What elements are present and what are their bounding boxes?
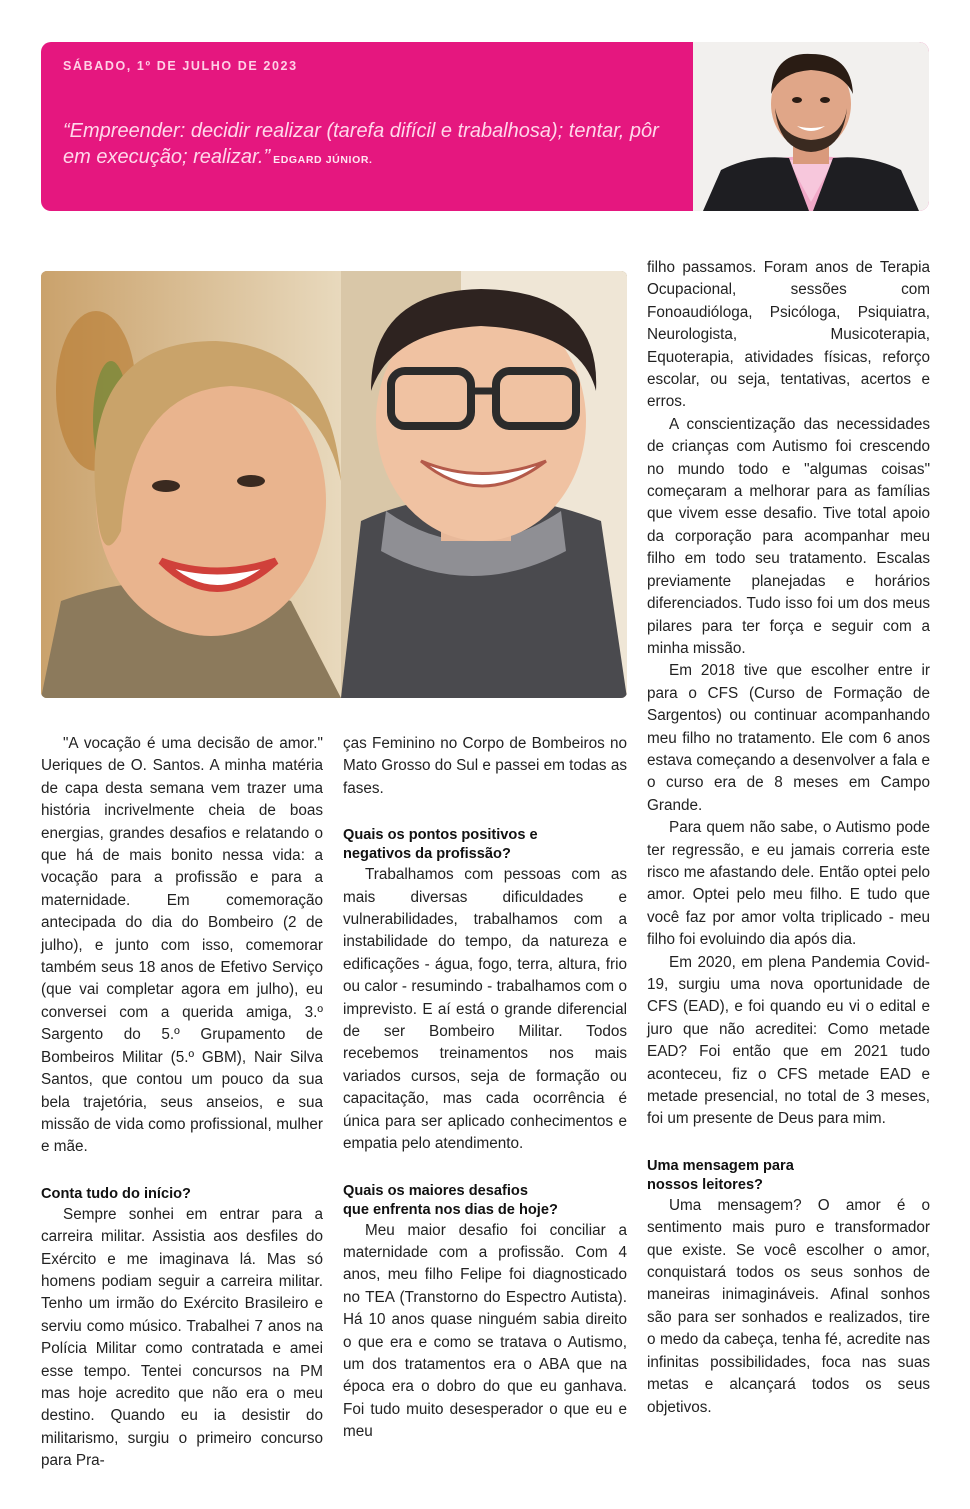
answer-paragraph-1: Sempre sonhei em entrar para a carreira militar. Assistia aos desfiles do Exército e me imaginava lá. Mas só homens podiam seguir a carreira militar. Tenho um irmão do Exército Brasileiro e serviu como músico. Trabalhei 7 anos na Polícia Militar como contratada e amei esse tempo. Tentei concursos na PM mas hoje acredito que não era o meu destino. Quando eu ia desistir do militarismo, surgiu o primeiro concurso para Pra-	[41, 1205, 323, 1470]
question-heading-4-line-1: Uma mensagem para	[647, 1157, 794, 1174]
article-paragraph-2020: Em 2020, em plena Pandemia Covid-19, surgiu uma nova oportunidade de CFS (EAD), e foi quando eu vi o edital e juro que não acreditei: Como metade EAD? Foi então que em 2021 tudo aconteceu, fiz o CFS metade EAD e metade presencial, no total de 3 meses, foi um presente de Deus para mim.	[647, 953, 930, 1128]
article-intro-paragraph: "A vocação é uma decisão de amor." Ueriques de O. Santos. A minha matéria de capa desta semana vem trazer uma história incrivelmente cheia de boas energias, grandes desafios e relatando o que há de mais bonito nessa vida: a vocação para a profissão e para a maternidade. Em comemoração antecipada do dia do Bombeiro (2 de julho), e junto com isso, comemorar também seus 18 anos de Efetivo Serviço (que vai completar agora em julho), eu conversei com a querida amiga, 3.º Sargento do 5.º Grupamento de Bombeiros Militar (5.º GBM), Nair Silva Santos, que contou um pouco da sua bela trajetória, seus anseios, e sua missão de vida como profissional, mulher e mãe.	[41, 735, 323, 1156]
publication-date: SÁBADO, 1º DE JULHO DE 2023	[63, 59, 298, 73]
question-heading-4-line-2: nossos leitores?	[647, 1176, 763, 1193]
answer-paragraph-1-continued: ças Feminino no Corpo de Bombeiros no Mato Grosso do Sul e passei em todas as fases.	[343, 735, 627, 797]
question-heading-1: Conta tudo do início?	[41, 1185, 191, 1202]
question-heading-4	[647, 1157, 930, 1195]
article-paragraph-awareness: A conscientização das necessidades de crianças com Autismo foi crescendo no mundo todo e "algumas coisas" começaram a melhorar para as famílias que vivem esse desafio. Tive total apoio da corporação para acompanhar meu filho em todo seu tratamento. Escalas previamente planejadas e horários diferenciados. Tudo isso foi um dos meus pilares para ter força e seguir com a minha missão.	[647, 415, 930, 657]
question-heading-2-line-1: Quais os pontos positivos e	[343, 827, 538, 844]
column-header-banner	[41, 42, 929, 211]
article-paragraph-2018: Em 2018 tive que escolher entre ir para o CFS (Curso de Formação de Sargentos) ou continuar acompanhando meu filho no tratamento. Ele com 6 anos estava começando a desenvolver a fala e o curso era de 8 meses em Campo Grande.	[647, 662, 930, 814]
question-heading-3-line-1: Quais os maiores desafios	[343, 1182, 528, 1199]
answer-paragraph-3: Meu maior desafio foi conciliar a maternidade com a profissão. Com 4 anos, meu filho Felipe foi diagnosticado no TEA (Transtorno do Espectro Autista). Há 10 anos quase ninguém sabia direito o que era e como se tratava o Autismo, um dos tratamentos era o ABA que na época era o dobro do que eu ganhava. Foi tudo muito desesperador o que eu e meu	[343, 1221, 627, 1441]
header-quote-author: EDGARD JÚNIOR.	[273, 154, 373, 166]
question-heading-2	[343, 826, 627, 864]
question-heading-2-line-2: negativos da profissão?	[343, 846, 511, 863]
cover-photo-mother-and-son	[41, 271, 627, 698]
question-heading-3	[343, 1182, 627, 1220]
question-heading-3-line-2: que enfrenta nos dias de hoje?	[343, 1201, 558, 1218]
header-quote-text: “Empreender: decidir realizar (tarefa difícil e trabalhosa); tentar, pôr em execução; realizar.”	[63, 120, 659, 168]
answer-paragraph-4: Uma mensagem? O amor é o sentimento mais puro e transformador que existe. Se você escolher o amor, conquistará todos os seus sonhos de maneiras inimagináveis. Afinal sonhos são para ser sonhados e realizados, tire o medo da cabeça, tenha fé, acredite nas infinitas possibilidades, foca nas suas metas e alcançará todos os seus objetivos.	[647, 1196, 930, 1416]
article-paragraph-regression: Para quem não sabe, o Autismo pode ter regressão, e eu jamais correria este risco me afastando dele. Então optei pelo amor. Optei pelo meu filho. E tudo que você faz por amor volta triplicado - meu filho foi evoluindo dia após dia.	[647, 819, 930, 949]
answer-paragraph-2: Trabalhamos com pessoas com as mais diversas dificuldades e vulnerabilidades, trabalhamos com a instabilidade do tempo, da natureza e edificações - água, fogo, terra, altura, frio ou calor - resumindo - trabalhamos com o imprevisto. E aí está o grande diferencial de ser Bombeiro Militar. Todos recebemos treinamentos nos mais variados cursos, seja de formação ou capacitação, mas cada ocorrência é única para ser aplicado conhecimentos e empatia pelo atendimento.	[343, 866, 627, 1153]
header-quote	[63, 118, 683, 173]
article-column-3	[647, 257, 930, 1419]
article-column-1	[41, 733, 323, 1473]
columnist-portrait	[693, 42, 929, 211]
answer-paragraph-3-continued: filho passamos. Foram anos de Terapia Ocupacional, sessões com Fonoaudióloga, Psicóloga, Psiquiatra, Neurologista, Musicoterapia, Equoterapia, atividades físicas, reforço escolar, ou seja, tentativas, acertos e erros.	[647, 259, 930, 411]
article-column-2	[343, 733, 627, 1444]
